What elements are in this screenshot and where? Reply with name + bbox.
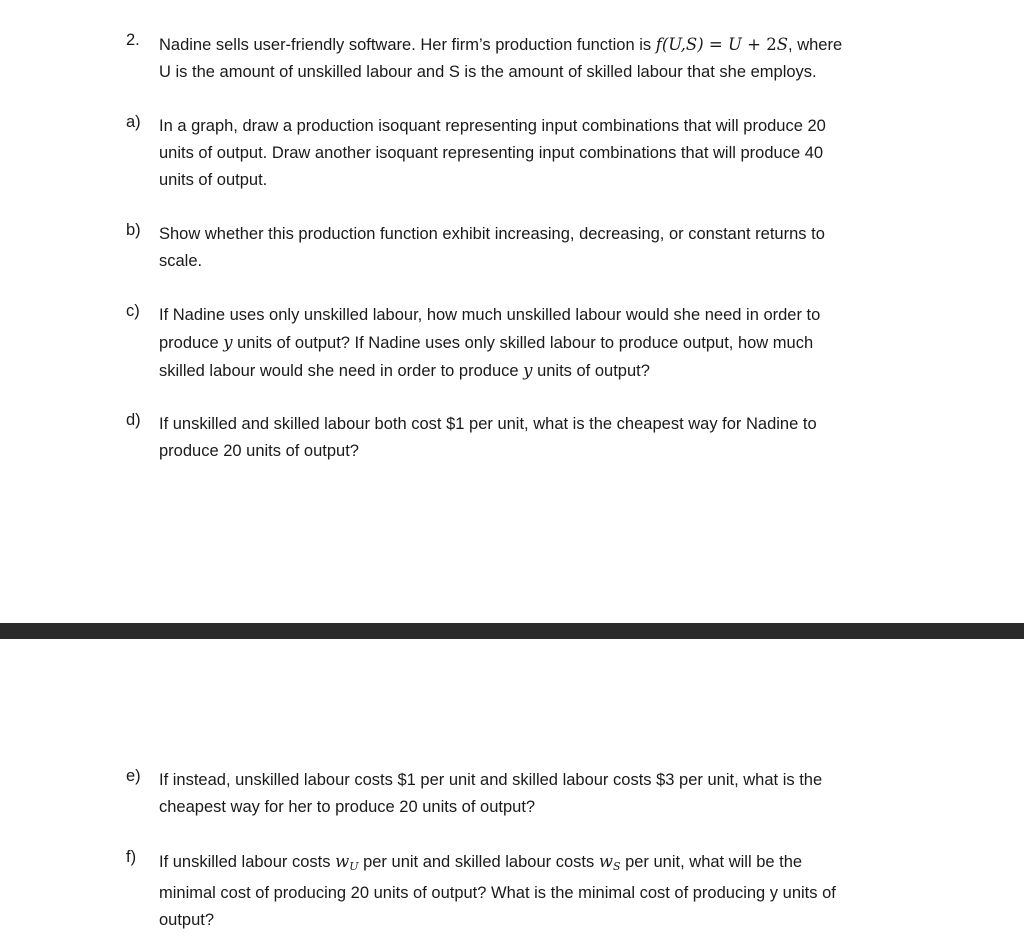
math-u: U <box>728 35 742 54</box>
question-number: 2. <box>126 31 140 49</box>
question-text <box>159 767 919 821</box>
text-line: If instead, unskilled labour costs $1 per unit and skilled labour costs $3 per unit, what is the <box>159 771 823 789</box>
question-number: a) <box>126 113 141 131</box>
question-text <box>159 113 919 194</box>
question-number: e) <box>126 767 141 785</box>
text-line: If unskilled and skilled labour both cost $1 per unit, what is the cheapest way for Nadine to <box>159 415 817 433</box>
text-line: produce y units of output? If Nadine uses only skilled labour to produce output, how much <box>159 333 814 352</box>
question-text <box>159 31 919 86</box>
question-text <box>159 411 919 465</box>
text-line: Show whether this production function exhibit increasing, decreasing, or constant returns to <box>159 225 825 243</box>
math-w-s: $w_S$ <box>598 852 621 873</box>
text-line: skilled labour would she need in order to produce y units of output? <box>159 361 650 380</box>
text-line: In a graph, draw a production isoquant representing input combinations that will produce 20 <box>159 117 826 135</box>
text-line: If unskilled labour costs $w_U$ per unit and skilled labour costs $w_S$ per unit, what will be the <box>159 852 803 873</box>
text-line: cheapest way for her to produce 20 units of output? <box>159 798 536 816</box>
question-text <box>159 848 919 934</box>
math-y: y <box>523 361 533 380</box>
math-args: (U,S) <box>661 35 704 54</box>
page-divider <box>0 623 1024 639</box>
text-line: output? <box>159 911 215 929</box>
text-line: U is the amount of unskilled labour and S is the amount of skilled labour that she employs. <box>159 63 817 81</box>
math-plus-2: + 2 <box>741 35 777 54</box>
text-line: If Nadine uses only unskilled labour, how much unskilled labour would she need in order to <box>159 306 821 324</box>
math-equals: = <box>703 35 728 54</box>
question-number: c) <box>126 302 140 320</box>
question-number: f) <box>126 848 137 866</box>
math-s: S <box>776 35 789 54</box>
text-line: scale. <box>159 252 203 270</box>
text-line: units of output. Draw another isoquant representing input combinations that will produce 40 <box>159 144 824 162</box>
math-w-u: $w_U$ <box>335 852 359 873</box>
question-number: d) <box>126 411 141 429</box>
text-line: Nadine sells user-friendly software. Her firm’s production function is f(U,S) = U + 2S, where <box>159 35 843 54</box>
question-text <box>159 302 919 385</box>
math-y: y <box>223 333 233 352</box>
question-number: b) <box>126 221 141 239</box>
math-f: f <box>655 35 662 54</box>
text-line: minimal cost of producing 20 units of output? What is the minimal cost of producing y units of <box>159 884 836 902</box>
text-line: units of output. <box>159 171 268 189</box>
question-text <box>159 221 919 275</box>
text-line: produce 20 units of output? <box>159 442 359 460</box>
